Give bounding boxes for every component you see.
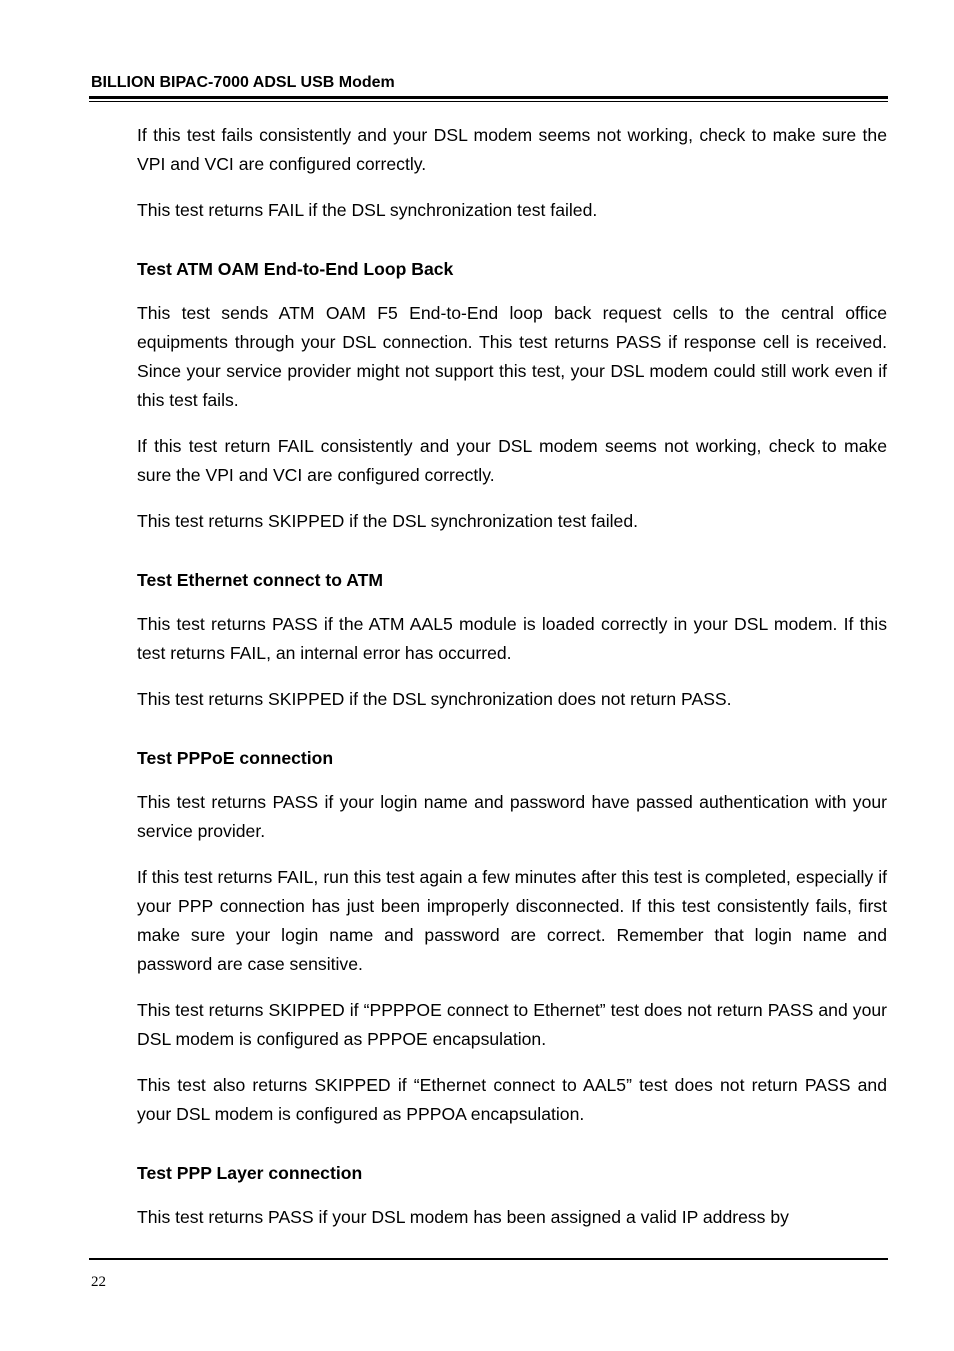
paragraph-pppoe-skipped: This test returns SKIPPED if “PPPPOE connect to Ethernet” test does not return PASS and your DSL modem is configured as PPPOE encapsulation. [137,1000,887,1049]
paragraph-oam-description: This test sends ATM OAM F5 End-to-End loop back request cells to the central office equipments through your DSL connection. This test returns PASS if response cell is received. Since your service provider might not support this test, your DSL modem could still work even if this test fails. [137,303,887,410]
section-heading-ethernet-atm: Test Ethernet connect to ATM [137,570,383,590]
section-heading-atm-oam-loopback: Test ATM OAM End-to-End Loop Back [137,259,454,279]
paragraph-ethernet-skipped: This test returns SKIPPED if the DSL synchronization does not return PASS. [137,689,732,709]
paragraph-oam-skipped: This test returns SKIPPED if the DSL synchronization test failed. [137,511,638,531]
document-header-title: BILLION BIPAC-7000 ADSL USB Modem [91,74,395,91]
paragraph-pppoe-pass: This test returns PASS if your login name and password have passed authentication with your service provider. [137,792,887,841]
section-heading-pppoe: Test PPPoE connection [137,748,334,768]
page-number: 22 [91,1274,106,1290]
paragraph-ppp-layer-pass: This test returns PASS if your DSL modem has been assigned a valid IP address by [137,1207,789,1227]
paragraph-fail-sync: This test returns FAIL if the DSL synchronization test failed. [137,200,598,220]
page-body [137,121,887,1249]
header-rule-thick [89,96,888,99]
paragraph-ethernet-pass: This test returns PASS if the ATM AAL5 module is loaded correctly in your DSL modem. If this test returns FAIL, an internal error has occurred. [137,614,887,663]
section-heading-ppp-layer: Test PPP Layer connection [137,1163,363,1183]
paragraph-oam-fail: If this test return FAIL consistently and your DSL modem seems not working, check to make sure the VPI and VCI are configured correctly. [137,436,887,485]
paragraph-pppoe-fail: If this test returns FAIL, run this test again a few minutes after this test is completed, especially if your PPP connection has just been improperly disconnected. If this test consistently fails, first make sure your login name and password are correct. Remember that login name and password are case sensitive. [137,867,887,974]
footer-rule [89,1258,888,1260]
paragraph-vpi-vci-check: If this test fails consistently and your DSL modem seems not working, check to make sure the VPI and VCI are configured correctly. [137,125,887,174]
header-rule-thin [89,101,888,102]
paragraph-pppoa-skipped: This test also returns SKIPPED if “Ethernet connect to AAL5” test does not return PASS and your DSL modem is configured as PPPOA encapsulation. [137,1075,887,1124]
